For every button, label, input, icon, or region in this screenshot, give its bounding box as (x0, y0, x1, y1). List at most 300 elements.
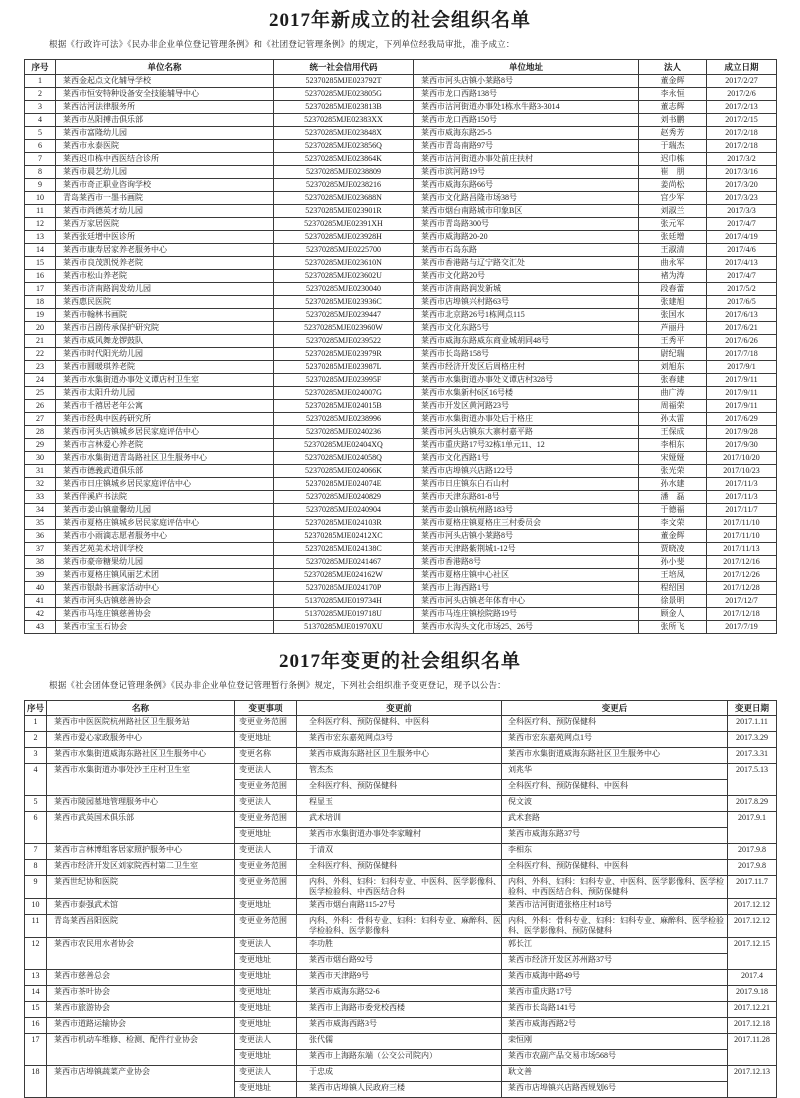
cell-legal-person: 赵秀芳 (639, 127, 707, 140)
cell-no: 28 (25, 426, 56, 439)
cell-credit-code: 52370285MJE0240236 (274, 426, 414, 439)
cell-name: 莱西市机动车维修、检测、配件行业协会 (47, 1034, 235, 1066)
cell-no: 23 (25, 361, 56, 374)
cell-address: 莱西市河头店镇小莱路8号 (414, 75, 639, 88)
cell-address: 莱西市文化路昌隆市场38号 (414, 192, 639, 205)
cell-change-before: 莱西市上海路东端（公交公司院内） (297, 1050, 502, 1066)
cell-name: 莱西市农民用水者协会 (47, 938, 235, 970)
cell-legal-person: 褚为涛 (639, 270, 707, 283)
cell-legal-person: 曲永军 (639, 257, 707, 270)
cell-no: 13 (25, 231, 56, 244)
table-row (25, 153, 777, 166)
cell-change-item: 变更业务范围 (235, 812, 297, 828)
col-legal-person: 法人 (639, 60, 707, 75)
cell-name: 莱西市言林博组客居家照护服务中心 (47, 844, 235, 860)
cell-legal-person: 刘旭东 (639, 361, 707, 374)
cell-change-item: 变更地址 (235, 970, 297, 986)
cell-change-before: 全科医疗科、预防保健科、中医科 (297, 716, 502, 732)
cell-legal-person: 周福荣 (639, 400, 707, 413)
cell-established-date: 2017/2/18 (707, 140, 777, 153)
cell-address: 莱西市烟台南路城市印象B区 (414, 205, 639, 218)
cell-no: 8 (25, 166, 56, 179)
cell-unit-name: 莱西市丛阳搏击俱乐部 (56, 114, 274, 127)
cell-no: 1 (25, 716, 47, 732)
cell-no: 24 (25, 374, 56, 387)
cell-change-after: 全科医疗科、预防保健科、中医科 (502, 860, 728, 876)
table-row (25, 283, 777, 296)
cell-credit-code: 52370285MJE023960W (274, 322, 414, 335)
cell-credit-code: 52370285MJE024066K (274, 465, 414, 478)
cell-change-before: 莱西市威海东路52-6 (297, 986, 502, 1002)
cell-change-before: 内科、外科：骨科专业、妇科：妇科专业、麻醉科、医学检验科、医学影像科 (297, 915, 502, 938)
cell-credit-code: 52370285MJE0238216 (274, 179, 414, 192)
cell-established-date: 2017/12/16 (707, 556, 777, 569)
cell-established-date: 2017/7/18 (707, 348, 777, 361)
cell-unit-name: 莱西艺苑美术培训学校 (56, 543, 274, 556)
cell-unit-name: 莱西市马连庄镇慈善协会 (56, 608, 274, 621)
cell-credit-code: 52370285MJE0241467 (274, 556, 414, 569)
cell-established-date: 2017/9/30 (707, 439, 777, 452)
table-row (25, 257, 777, 270)
col-change-item: 变更事项 (235, 701, 297, 716)
cell-change-item: 变更法人 (235, 1034, 297, 1050)
cell-change-item: 变更法人 (235, 1066, 297, 1082)
cell-unit-name: 莱西市威风舞龙锣鼓队 (56, 335, 274, 348)
cell-change-after: 倪文波 (502, 796, 728, 812)
cell-credit-code: 52370285MJE024074E (274, 478, 414, 491)
cell-address: 莱西市文化东路5号 (414, 322, 639, 335)
cell-no: 40 (25, 582, 56, 595)
col-address: 单位地址 (414, 60, 639, 75)
cell-established-date: 2017/2/15 (707, 114, 777, 127)
cell-no: 39 (25, 569, 56, 582)
cell-legal-person: 徐景明 (639, 595, 707, 608)
cell-established-date: 2017/3/23 (707, 192, 777, 205)
cell-change-item: 变更地址 (235, 1050, 297, 1066)
cell-change-after: 全科医疗科、预防保健科 (502, 716, 728, 732)
cell-change-date: 2017.9.1 (728, 812, 777, 844)
cell-no: 6 (25, 812, 47, 844)
cell-unit-name: 青岛莱西市一墨书画院 (56, 192, 274, 205)
cell-no: 35 (25, 517, 56, 530)
cell-credit-code: 52370285MJE024007G (274, 387, 414, 400)
col-change-date: 变更日期 (728, 701, 777, 716)
cell-change-item: 变更业务范围 (235, 716, 297, 732)
cell-legal-person: 张廷增 (639, 231, 707, 244)
table-row (25, 452, 777, 465)
col-established-date: 成立日期 (707, 60, 777, 75)
cell-credit-code: 52370285MJE023688N (274, 192, 414, 205)
cell-credit-code: 52370285MJE024058Q (274, 452, 414, 465)
cell-change-item: 变更地址 (235, 732, 297, 748)
table-row (25, 374, 777, 387)
cell-established-date: 2017/11/10 (707, 530, 777, 543)
cell-address: 莱西市河头店镇老年体育中心 (414, 595, 639, 608)
col-change-after: 变更后 (502, 701, 728, 716)
cell-change-item: 变更地址 (235, 828, 297, 844)
cell-credit-code: 52370285MJE02391XH (274, 218, 414, 231)
cell-established-date: 2017/4/7 (707, 218, 777, 231)
cell-unit-name: 莱西市宝玉石协会 (56, 621, 274, 634)
table-row (25, 938, 777, 954)
cell-no: 8 (25, 860, 47, 876)
cell-change-date: 2017.12.12 (728, 915, 777, 938)
cell-established-date: 2017/6/21 (707, 322, 777, 335)
cell-unit-name: 莱西市富隆幼儿园 (56, 127, 274, 140)
cell-change-before: 武术培训 (297, 812, 502, 828)
cell-change-item: 变更法人 (235, 844, 297, 860)
cell-established-date: 2017/3/16 (707, 166, 777, 179)
cell-change-after: 莱西市威海东路37号 (502, 828, 728, 844)
cell-address: 莱西市石岛东路 (414, 244, 639, 257)
cell-established-date: 2017/5/2 (707, 283, 777, 296)
cell-no: 31 (25, 465, 56, 478)
cell-no: 14 (25, 244, 56, 257)
cell-address: 莱西市马连庄镇桧院路19号 (414, 608, 639, 621)
cell-established-date: 2017/9/11 (707, 387, 777, 400)
table-row (25, 986, 777, 1002)
cell-address: 莱西市开发区黄河路23号 (414, 400, 639, 413)
cell-unit-name: 莱西市奇正职业咨询学校 (56, 179, 274, 192)
cell-legal-person: 张元军 (639, 218, 707, 231)
cell-unit-name: 莱西市姜山镇童馨幼儿园 (56, 504, 274, 517)
cell-credit-code: 52370285MJE024015B (274, 400, 414, 413)
cell-change-before: 莱西市宏东嘉苑网点3号 (297, 732, 502, 748)
cell-no: 41 (25, 595, 56, 608)
cell-no: 3 (25, 748, 47, 764)
table-row (25, 608, 777, 621)
cell-established-date: 2017/4/7 (707, 270, 777, 283)
cell-established-date: 2017/11/3 (707, 478, 777, 491)
cell-established-date: 2017/3/20 (707, 179, 777, 192)
cell-name: 莱西市店埠镇蔬菜产业协会 (47, 1066, 235, 1098)
cell-established-date: 2017/12/18 (707, 608, 777, 621)
cell-established-date: 2017/6/26 (707, 335, 777, 348)
cell-established-date: 2017/10/23 (707, 465, 777, 478)
cell-change-item: 变更地址 (235, 899, 297, 915)
cell-established-date: 2017/6/5 (707, 296, 777, 309)
table-row (25, 812, 777, 828)
cell-change-before: 于忠成 (297, 1066, 502, 1082)
cell-legal-person: 王保成 (639, 426, 707, 439)
cell-address: 莱西市天津路紫荆城1-12号 (414, 543, 639, 556)
cell-legal-person: 潘 磊 (639, 491, 707, 504)
cell-credit-code: 52370285MJE0240904 (274, 504, 414, 517)
table-row (25, 844, 777, 860)
cell-change-after: 莱西市农副产品交易市场568号 (502, 1050, 728, 1066)
cell-change-before: 莱西市烟台路92号 (297, 954, 502, 970)
table-row (25, 732, 777, 748)
cell-unit-name: 莱西伴溪庐书法院 (56, 491, 274, 504)
cell-no: 16 (25, 270, 56, 283)
cell-change-before: 莱西市天津路9号 (297, 970, 502, 986)
cell-credit-code: 52370285MJE02383XX (274, 114, 414, 127)
table-row (25, 491, 777, 504)
cell-change-date: 2017.11.7 (728, 876, 777, 899)
cell-credit-code: 52370285MJE024162W (274, 569, 414, 582)
cell-credit-code: 52370285MJE023610N (274, 257, 414, 270)
cell-credit-code: 52370285MJE02404XQ (274, 439, 414, 452)
cell-no: 16 (25, 1018, 47, 1034)
cell-unit-name: 莱西市康寿居家养老服务中心 (56, 244, 274, 257)
cell-address: 莱西市文化路20号 (414, 270, 639, 283)
cell-change-item: 变更地址 (235, 954, 297, 970)
cell-legal-person: 于瑞杰 (639, 140, 707, 153)
table-row (25, 166, 777, 179)
cell-change-item: 变更地址 (235, 1082, 297, 1098)
cell-no: 38 (25, 556, 56, 569)
cell-no: 15 (25, 1002, 47, 1018)
cell-name: 青岛莱西昌阳医院 (47, 915, 235, 938)
cell-change-after: 莱西市威海中路49号 (502, 970, 728, 986)
cell-address: 莱西市青岛南路97号 (414, 140, 639, 153)
cell-legal-person: 孙太雷 (639, 413, 707, 426)
cell-legal-person: 王秀平 (639, 335, 707, 348)
cell-no: 22 (25, 348, 56, 361)
table-row (25, 621, 777, 634)
cell-name: 莱西市爱心家政服务中心 (47, 732, 235, 748)
cell-unit-name: 莱西市太阳升幼儿园 (56, 387, 274, 400)
cell-change-item: 变更地址 (235, 1002, 297, 1018)
cell-legal-person: 刘书鹏 (639, 114, 707, 127)
table-row (25, 716, 777, 732)
cell-change-before: 莱西市威海东路社区卫生服务中心 (297, 748, 502, 764)
cell-unit-name: 莱西市松山养老院 (56, 270, 274, 283)
table-row (25, 361, 777, 374)
cell-no: 43 (25, 621, 56, 634)
table-row (25, 748, 777, 764)
cell-credit-code: 51370285MJE019734H (274, 595, 414, 608)
cell-change-item: 变更地址 (235, 986, 297, 1002)
table-row (25, 876, 777, 899)
cell-unit-name: 莱西市夏格庄镇风丽艺术团 (56, 569, 274, 582)
established-orgs-intro: 根据《行政许可法》《民办非企业单位登记管理条例》和《社团登记管理条例》的规定，下列单位经我局审批，准予成立： (49, 39, 515, 49)
cell-no: 17 (25, 1034, 47, 1066)
cell-no: 10 (25, 899, 47, 915)
cell-credit-code: 51370285MJE01970XU (274, 621, 414, 634)
cell-legal-person: 宋娅娅 (639, 452, 707, 465)
cell-no: 10 (25, 192, 56, 205)
cell-credit-code: 52370285MJE023792T (274, 75, 414, 88)
cell-established-date: 2017/6/29 (707, 413, 777, 426)
table-row (25, 140, 777, 153)
cell-change-item: 变更法人 (235, 796, 297, 812)
cell-unit-name: 莱西市吕剧传承保护研究院 (56, 322, 274, 335)
cell-change-before: 莱西市威海西路3号 (297, 1018, 502, 1034)
table-row (25, 915, 777, 938)
cell-legal-person: 董金辉 (639, 530, 707, 543)
cell-change-date: 2017.11.28 (728, 1034, 777, 1066)
cell-change-item: 变更法人 (235, 764, 297, 780)
cell-change-after: 莱西市经济开发区苏州路37号 (502, 954, 728, 970)
table-row (25, 192, 777, 205)
cell-established-date: 2017/9/11 (707, 374, 777, 387)
cell-no: 20 (25, 322, 56, 335)
table-row (25, 439, 777, 452)
cell-no: 7 (25, 153, 56, 166)
cell-established-date: 2017/11/10 (707, 517, 777, 530)
cell-name: 莱西世纪协和医院 (47, 876, 235, 899)
cell-unit-name: 莱西市永泰医院 (56, 140, 274, 153)
cell-change-date: 2017.5.13 (728, 764, 777, 796)
cell-change-after: 全科医疗科、预防保健科、中医科 (502, 780, 728, 796)
cell-established-date: 2017/3/3 (707, 205, 777, 218)
cell-unit-name: 莱西迟巾栋中西医结合诊所 (56, 153, 274, 166)
table-row (25, 309, 777, 322)
cell-change-after: 耿文善 (502, 1066, 728, 1082)
table-row (25, 101, 777, 114)
table-row (25, 796, 777, 812)
table-row (25, 218, 777, 231)
cell-change-date: 2017.4 (728, 970, 777, 986)
cell-change-before: 全科医疗科、预防保健科 (297, 860, 502, 876)
cell-unit-name: 莱西张廷增中医诊所 (56, 231, 274, 244)
cell-established-date: 2017/10/20 (707, 452, 777, 465)
cell-credit-code: 52370285MJE023936C (274, 296, 414, 309)
cell-credit-code: 52370285MJE024103R (274, 517, 414, 530)
cell-no: 29 (25, 439, 56, 452)
cell-established-date: 2017/2/27 (707, 75, 777, 88)
table-row (25, 478, 777, 491)
table-row (25, 1002, 777, 1018)
cell-address: 莱西市滨河路19号 (414, 166, 639, 179)
cell-unit-name: 莱西市良茂凯悦养老院 (56, 257, 274, 270)
cell-change-date: 2017.1.11 (728, 716, 777, 732)
cell-credit-code: 52370285MJE023856Q (274, 140, 414, 153)
table-row (25, 569, 777, 582)
cell-name: 莱西市陵园墓地管理服务中心 (47, 796, 235, 812)
cell-change-after: 栾恒刚 (502, 1034, 728, 1050)
cell-established-date: 2017/2/13 (707, 101, 777, 114)
cell-unit-name: 莱西市经典中医药研究所 (56, 413, 274, 426)
table-row (25, 517, 777, 530)
table-row (25, 335, 777, 348)
cell-change-after: 内科、外科：骨科专业、妇科：妇科专业、麻醉科、医学检验科、医学影像科、预防保健科 (502, 915, 728, 938)
cell-legal-person: 张建旭 (639, 296, 707, 309)
cell-address: 莱西市经济开发区后周格庄村 (414, 361, 639, 374)
cell-no: 5 (25, 127, 56, 140)
cell-credit-code: 52370285MJE023979R (274, 348, 414, 361)
cell-unit-name: 莱西金起点文化辅导学校 (56, 75, 274, 88)
cell-change-date: 2017.12.12 (728, 899, 777, 915)
cell-credit-code: 52370285MJE023813B (274, 101, 414, 114)
established-orgs-title: 2017年新成立的社会组织名单 (268, 10, 531, 31)
cell-no: 4 (25, 114, 56, 127)
cell-change-after: 武术套路 (502, 812, 728, 828)
cell-change-date: 2017.12.18 (728, 1018, 777, 1034)
cell-legal-person: 孙水建 (639, 478, 707, 491)
cell-address: 莱西市河头店镇东大寨村嘉平路 (414, 426, 639, 439)
table-row (25, 465, 777, 478)
table-row (25, 556, 777, 569)
cell-address: 莱西市龙口西路138号 (414, 88, 639, 101)
cell-address: 莱西市日庄镇东白石山村 (414, 478, 639, 491)
cell-credit-code: 52370285MJE0225700 (274, 244, 414, 257)
cell-legal-person: 李永恒 (639, 88, 707, 101)
cell-change-item: 变更法人 (235, 938, 297, 954)
cell-legal-person: 刘淑兰 (639, 205, 707, 218)
cell-change-before: 张代儒 (297, 1034, 502, 1050)
cell-address: 莱西市水集街道办事处义谭店村328号 (414, 374, 639, 387)
cell-address: 莱西市威海路20-20 (414, 231, 639, 244)
cell-unit-name: 莱西市水集街道青岛路社区卫生服务中心 (56, 452, 274, 465)
table-row (25, 504, 777, 517)
cell-change-date: 2017.12.13 (728, 1066, 777, 1098)
established-table-body (25, 75, 777, 634)
cell-legal-person: 于德福 (639, 504, 707, 517)
table-row (25, 413, 777, 426)
cell-legal-person: 崔 朋 (639, 166, 707, 179)
table-row (25, 88, 777, 101)
cell-unit-name: 莱西市晨艺幼儿园 (56, 166, 274, 179)
cell-change-after: 莱西市水集街道威海东路社区卫生服务中心 (502, 748, 728, 764)
cell-credit-code: 52370285MJE023995F (274, 374, 414, 387)
cell-credit-code: 52370285MJE02412XC (274, 530, 414, 543)
cell-no: 4 (25, 764, 47, 796)
cell-address: 莱西市水集街道办事处后于格庄 (414, 413, 639, 426)
cell-no: 15 (25, 257, 56, 270)
cell-change-after: 莱西市重庆路17号 (502, 986, 728, 1002)
cell-name: 莱西市道路运输协会 (47, 1018, 235, 1034)
cell-address: 莱西市青岛路300号 (414, 218, 639, 231)
table-row (25, 543, 777, 556)
cell-established-date: 2017/9/11 (707, 400, 777, 413)
cell-no: 12 (25, 218, 56, 231)
cell-legal-person: 李文荣 (639, 517, 707, 530)
cell-credit-code: 52370285MJE023987L (274, 361, 414, 374)
table-row (25, 400, 777, 413)
table-row (25, 244, 777, 257)
cell-change-date: 2017.8.29 (728, 796, 777, 812)
cell-no: 12 (25, 938, 47, 970)
cell-credit-code: 52370285MJE023901R (274, 205, 414, 218)
cell-unit-name: 莱西惠民医院 (56, 296, 274, 309)
cell-legal-person: 曲广涛 (639, 387, 707, 400)
cell-address: 莱西市文化西路1号 (414, 452, 639, 465)
table-row (25, 75, 777, 88)
cell-no: 11 (25, 915, 47, 938)
cell-unit-name: 莱西市水集街道办事处义谭店村卫生室 (56, 374, 274, 387)
cell-credit-code: 52370285MJE023805G (274, 88, 414, 101)
cell-address: 莱西市重庆路17号32栋1单元11、12 (414, 439, 639, 452)
cell-address: 莱西市威海东路威东商业城胡同48号 (414, 335, 639, 348)
cell-change-after: 莱西市威海西路2号 (502, 1018, 728, 1034)
cell-unit-name: 莱西市豪帝糖果幼儿园 (56, 556, 274, 569)
cell-unit-name: 莱西市济南路润发幼儿园 (56, 283, 274, 296)
cell-name: 莱西市经济开发区刘家院西村第二卫生室 (47, 860, 235, 876)
cell-credit-code: 51370285MJE019718U (274, 608, 414, 621)
col-no: 序号 (25, 60, 56, 75)
cell-name: 莱西市慈善总会 (47, 970, 235, 986)
table-row (25, 127, 777, 140)
cell-unit-name: 莱西市河头店镇城乡居民家庭评估中心 (56, 426, 274, 439)
cell-no: 11 (25, 205, 56, 218)
cell-name: 莱西市水集街道办事处沙王庄村卫生室 (47, 764, 235, 796)
cell-address: 莱西市上海西路1号 (414, 582, 639, 595)
col-name: 名称 (47, 701, 235, 716)
cell-unit-name: 莱西市尚德英才幼儿园 (56, 205, 274, 218)
cell-established-date: 2017/12/26 (707, 569, 777, 582)
cell-unit-name: 莱西市翰林书画院 (56, 309, 274, 322)
cell-address: 莱西市沽河街道办事处前庄扶村 (414, 153, 639, 166)
table-row (25, 322, 777, 335)
cell-no: 42 (25, 608, 56, 621)
cell-change-item: 变更业务范围 (235, 915, 297, 938)
table-row (25, 205, 777, 218)
cell-established-date: 2017/4/6 (707, 244, 777, 257)
cell-change-date: 2017.9.8 (728, 860, 777, 876)
table-row (25, 1066, 777, 1082)
